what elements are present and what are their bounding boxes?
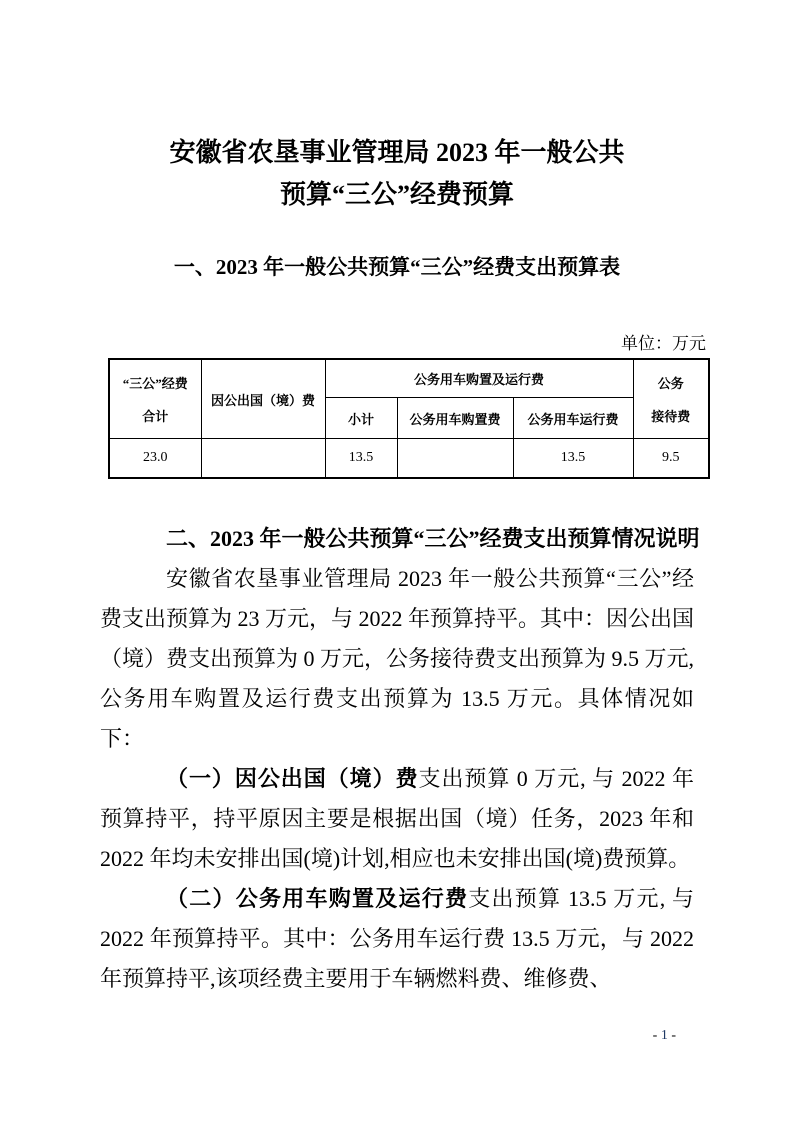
item-2-body: 支出预算 13.5 万元, 与 2022 年预算持平。其中：公务用车运行费 13.5 万元，与 2022 年预算持平,该项经费主要用于车辆燃料费、维修费、 (100, 885, 694, 991)
budget-table-block (108, 332, 708, 479)
page-number-value: 1 (660, 1028, 668, 1043)
document-title-line-2: 预算“三公”经费预算 (279, 180, 514, 209)
header-vehicle-operation: 公务用车运行费 (513, 398, 633, 439)
paragraph-item-1 (100, 759, 694, 879)
section-1-heading: 一、2023 年一般公共预算“三公”经费支出预算表 (173, 255, 621, 279)
header-reception-line2: 接待费 (651, 408, 691, 424)
item-2-lead: （二）公务用车购置及运行费 (166, 885, 469, 911)
header-vehicle-subtotal: 小计 (325, 398, 397, 439)
cell-vehicle-subtotal: 13.5 (325, 439, 397, 478)
page-number-suffix: - (667, 1028, 676, 1043)
document-title-line-1: 安徽省农垦事业管理局 2023 年一般公共 (169, 138, 625, 167)
header-reception-fee (633, 359, 709, 439)
table-data-row (109, 439, 709, 478)
document-title (100, 132, 694, 216)
header-sangong-total-line1: “三公”经费 (122, 376, 188, 392)
header-reception-line1: 公务 (657, 376, 684, 392)
section-2-heading: 二、2023 年一般公共预算“三公”经费支出预算情况说明 (166, 525, 700, 551)
header-sangong-total (109, 359, 201, 439)
cell-sangong-total: 23.0 (109, 439, 201, 478)
header-vehicle-purchase: 公务用车购置费 (397, 398, 513, 439)
budget-table (108, 358, 710, 479)
body-text (100, 519, 700, 999)
item-1-lead: （一）因公出国（境）费 (166, 765, 419, 791)
paragraph-item-2 (100, 879, 694, 999)
header-vehicle-group: 公务用车购置及运行费 (325, 359, 633, 398)
cell-reception: 9.5 (633, 439, 709, 478)
paragraph-intro: 安徽省农垦事业管理局 2023 年一般公共预算“三公”经费支出预算为 23 万元，与 2022 年预算持平。其中：因公出国（境）费支出预算为 0 万元，公务接待费支出预算为 9.5 万元,公务用车购置及运行费支出预算为 13.5 万元。具体情况如下： (100, 565, 695, 751)
header-abroad-fee: 因公出国（境）费 (201, 359, 325, 439)
cell-vehicle-operation: 13.5 (513, 439, 633, 478)
header-sangong-total-line2: 合计 (142, 408, 169, 424)
table-unit-label: 单位：万元 (621, 334, 706, 353)
page-number-prefix: - (652, 1028, 661, 1043)
cell-vehicle-purchase (397, 439, 513, 478)
item-1-body: 支出预算 0 万元, 与 2022 年预算持平，持平原因主要是根据出国（境）任务，2023 年和 2022 年均未安排出国(境)计划,相应也未安排出国(境)费预算。 (100, 765, 694, 871)
page-number (653, 1026, 676, 1046)
cell-abroad (201, 439, 325, 478)
